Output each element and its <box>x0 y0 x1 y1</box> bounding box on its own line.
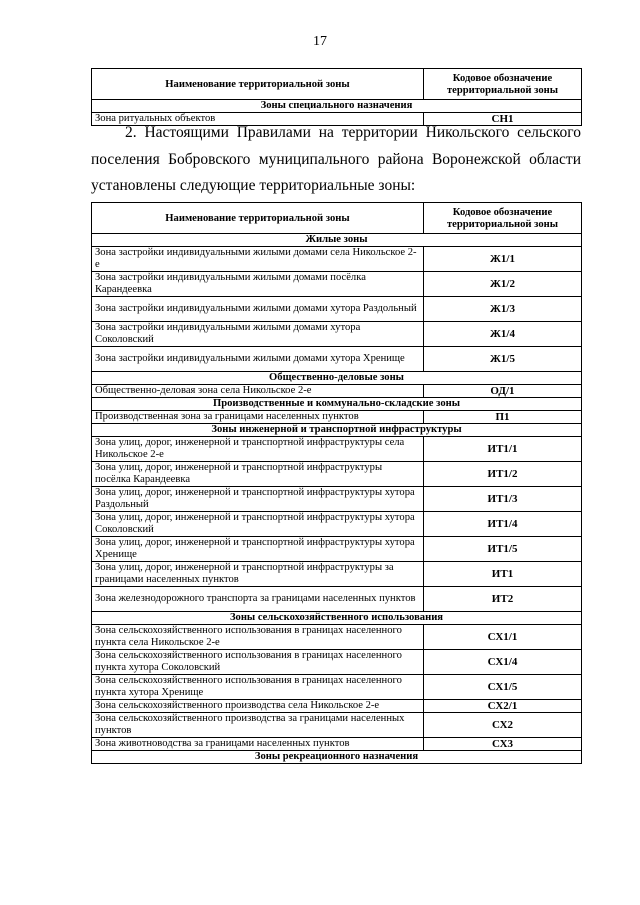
table-row <box>92 675 582 700</box>
table-row <box>92 297 582 322</box>
table-row <box>92 462 582 487</box>
zone-code-cell: Ж1/4 <box>424 322 582 347</box>
table-body <box>92 234 582 764</box>
zone-code-cell: Ж1/1 <box>424 247 582 272</box>
table-row <box>92 562 582 587</box>
zones-table-main <box>91 202 582 764</box>
zone-name-cell: Зона сельскохозяйственного использования в границах населенного пункта хутора Соколовский <box>92 650 424 675</box>
zone-code-cell: СХ2/1 <box>424 700 582 713</box>
zone-code-cell: П1 <box>424 411 582 424</box>
zone-name-cell: Зона сельскохозяйственного использования в границах населенного пункта хутора Хренище <box>92 675 424 700</box>
zone-code-cell: ИТ1/5 <box>424 537 582 562</box>
section-header-row <box>92 398 582 411</box>
table-row <box>92 700 582 713</box>
zone-name-cell: Зона сельскохозяйственного производства села Никольское 2-е <box>92 700 424 713</box>
section-header-row <box>92 234 582 247</box>
section-title: Общественно-деловые зоны <box>92 372 582 385</box>
zone-code-cell: СХ2 <box>424 713 582 738</box>
column-header-name: Наименование территориальной зоны <box>92 203 424 234</box>
zone-name-cell: Зона железнодорожного транспорта за границами населенных пунктов <box>92 587 424 612</box>
table-header-row <box>92 203 582 234</box>
zone-name-cell: Зона улиц, дорог, инженерной и транспортной инфраструктуры хутора Хренище <box>92 537 424 562</box>
zone-name-cell: Зона ритуальных объектов <box>92 113 424 126</box>
table-row <box>92 738 582 751</box>
table-row <box>92 537 582 562</box>
table-row <box>92 411 582 424</box>
table-row <box>92 625 582 650</box>
zone-code-cell: ОД/1 <box>424 385 582 398</box>
table-row <box>92 437 582 462</box>
zone-code-cell: СН1 <box>424 113 582 126</box>
zones-table-special <box>91 68 582 126</box>
zone-code-cell: ИТ1/3 <box>424 487 582 512</box>
zone-code-cell: СХ1/5 <box>424 675 582 700</box>
table-row <box>92 322 582 347</box>
section-title: Зоны специального назначения <box>92 100 582 113</box>
zone-name-cell: Зона улиц, дорог, инженерной и транспортной инфраструктуры за границами населенных пунктов <box>92 562 424 587</box>
zone-code-cell: ИТ1/4 <box>424 512 582 537</box>
section-title: Зоны сельскохозяйственного использования <box>92 612 582 625</box>
zone-name-cell: Зона застройки индивидуальными жилыми домами хутора Раздольный <box>92 297 424 322</box>
table-row <box>92 487 582 512</box>
zone-code-cell: ИТ1/1 <box>424 437 582 462</box>
zone-name-cell: Зона застройки индивидуальными жилыми домами села Никольское 2-е <box>92 247 424 272</box>
zone-code-cell: ИТ2 <box>424 587 582 612</box>
zone-name-cell: Зона сельскохозяйственного использования в границах населенного пункта села Никольское 2-е <box>92 625 424 650</box>
zone-code-cell: ИТ1/2 <box>424 462 582 487</box>
zone-name-cell: Общественно-деловая зона села Никольское 2-е <box>92 385 424 398</box>
table-row <box>92 247 582 272</box>
zone-code-cell: Ж1/3 <box>424 297 582 322</box>
column-header-code: Кодовое обозначение территориальной зоны <box>424 203 582 234</box>
table-row <box>92 650 582 675</box>
zone-name-cell: Зона сельскохозяйственного производства за границами населенных пунктов <box>92 713 424 738</box>
zone-name-cell: Зона застройки индивидуальными жилыми домами хутора Хренище <box>92 347 424 372</box>
table-row <box>92 347 582 372</box>
section-header-row <box>92 424 582 437</box>
table-row <box>92 713 582 738</box>
zone-name-cell: Зона улиц, дорог, инженерной и транспортной инфраструктуры хутора Соколовский <box>92 512 424 537</box>
zone-code-cell: СХ1/1 <box>424 625 582 650</box>
section-header-row <box>92 751 582 764</box>
zone-code-cell: СХ1/4 <box>424 650 582 675</box>
paragraph-line: 2. Настоящими Правилами на территории Никольского сельского <box>125 124 581 141</box>
zone-name-cell: Зона застройки индивидуальными жилыми домами посёлка Карандеевка <box>92 272 424 297</box>
paragraph-line: установлены следующие территориальные зоны: <box>91 177 416 194</box>
table-row <box>92 385 582 398</box>
table-row <box>92 587 582 612</box>
table-header-row <box>92 69 582 100</box>
zone-code-cell: ИТ1 <box>424 562 582 587</box>
zone-name-cell: Зона застройки индивидуальными жилыми домами хутора Соколовский <box>92 322 424 347</box>
table-row <box>92 512 582 537</box>
section-title: Зоны инженерной и транспортной инфраструктуры <box>92 424 582 437</box>
zone-name-cell: Зона улиц, дорог, инженерной и транспортной инфраструктуры посёлка Карандеевка <box>92 462 424 487</box>
section-title: Зоны рекреационного назначения <box>92 751 582 764</box>
section-header-row <box>92 612 582 625</box>
zone-name-cell: Зона улиц, дорог, инженерной и транспортной инфраструктуры села Никольское 2-е <box>92 437 424 462</box>
page-number: 17 <box>313 34 327 49</box>
column-header-code: Кодовое обозначение территориальной зоны <box>424 69 582 100</box>
zone-code-cell: СХ3 <box>424 738 582 751</box>
paragraph-line: поселения Бобровского муниципального района Воронежской области <box>91 150 581 168</box>
section-header-row <box>92 100 582 113</box>
zone-code-cell: Ж1/2 <box>424 272 582 297</box>
table-row <box>92 272 582 297</box>
section-header-row <box>92 372 582 385</box>
zone-name-cell: Зона улиц, дорог, инженерной и транспортной инфраструктуры хутора Раздольный <box>92 487 424 512</box>
zone-code-cell: Ж1/5 <box>424 347 582 372</box>
zone-name-cell: Зона животноводства за границами населенных пунктов <box>92 738 424 751</box>
zone-name-cell: Производственная зона за границами населенных пунктов <box>92 411 424 424</box>
section-title: Жилые зоны <box>92 234 582 247</box>
body-paragraph <box>91 120 581 200</box>
column-header-name: Наименование территориальной зоны <box>92 69 424 100</box>
section-title: Производственные и коммунально-складские зоны <box>92 398 582 411</box>
